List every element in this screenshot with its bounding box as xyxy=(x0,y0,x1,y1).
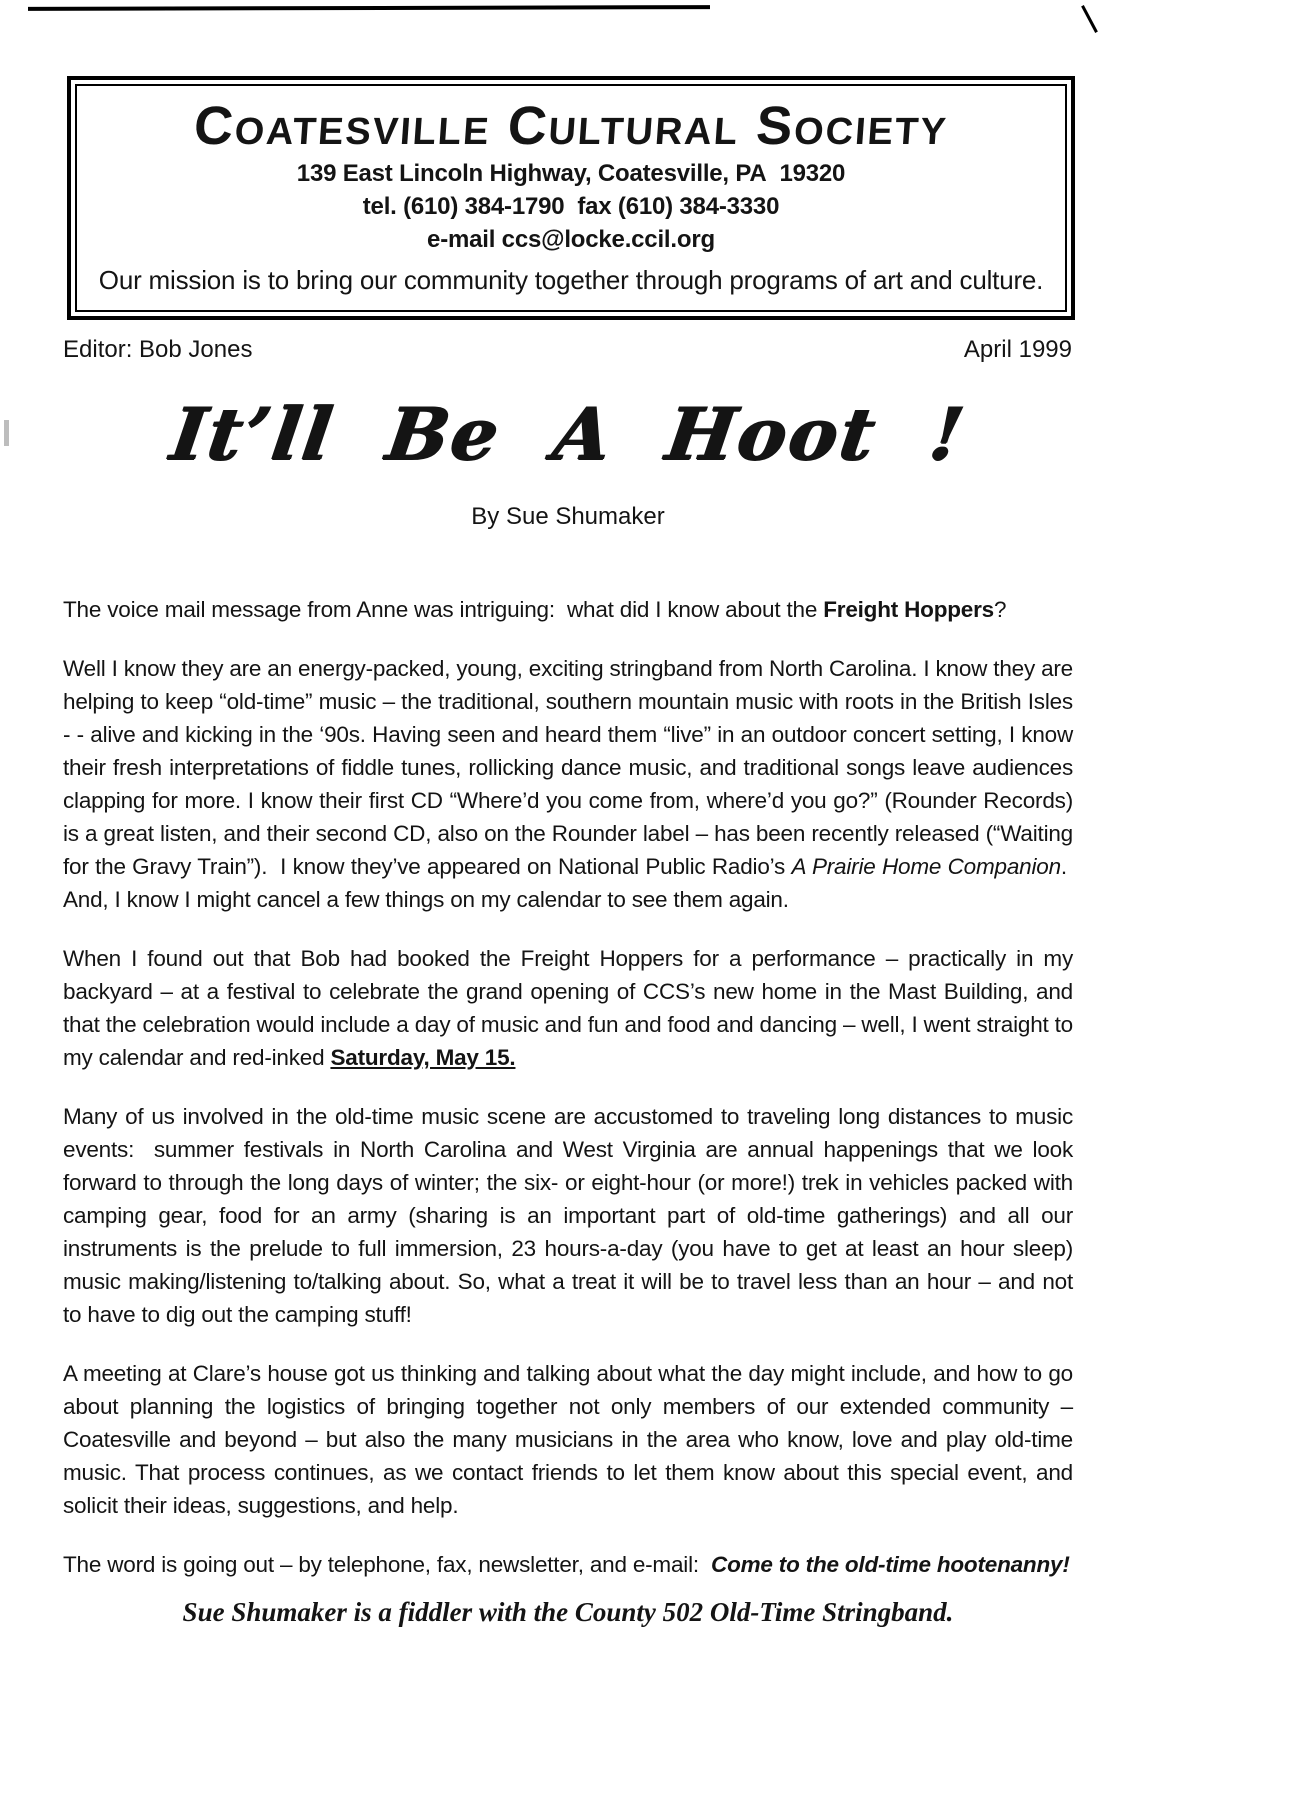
article-paragraph: Many of us involved in the old-time music scene are accustomed to traveling long distances to music events: summer festivals in North Carolina and West Virginia are annual happenings that we look forward to through the long days of winter; the six- or eight-hour (or more!) trek in vehicles packed with camping gear, food for an army (sharing is an important part of old-time gatherings) and all our instruments is the prelude to full immersion, 23 hours-a-day (you have to get at least an hour sleep) music making/listening to/talking about. So, what a treat it will be to travel less than an hour – and not to have to dig out the camping stuff! xyxy=(63,1103,1073,1327)
organization-phone-fax: tel. (610) 384-1790 fax (610) 384-3330 xyxy=(362,192,780,220)
article-paragraph: The voice mail message from Anne was intriguing: what did I know about the Freight Hoppers? xyxy=(63,596,1007,622)
author-credit: Sue Shumaker is a fiddler with the County 502 Old-Time Stringband. xyxy=(182,1596,954,1627)
organization-address: 139 East Lincoln Highway, Coatesville, PA 19320 xyxy=(296,159,846,187)
editor-name: Editor: Bob Jones xyxy=(63,335,253,363)
article-paragraph: A meeting at Clare’s house got us thinking and talking about what the day might include, and how to go about planning the logistics of bringing together not only members of our extended community – Coatesville and beyond – but also the many musicians in the area who know, love and play old-time music. That process continues, as we contact friends to let them know about this special event, and solicit their ideas, suggestions, and help. xyxy=(63,1360,1073,1518)
masthead-box xyxy=(67,76,1075,320)
scan-artifact-speck xyxy=(4,420,9,446)
issue-date: April 1999 xyxy=(963,335,1072,363)
article-byline: By Sue Shumaker xyxy=(471,502,665,530)
organization-name: Coatesville Cultural Society xyxy=(192,96,951,156)
article-paragraph: Well I know they are an energy-packed, young, exciting stringband from North Carolina. I know they are helping to keep “old-time” music – the traditional, southern mountain music with roots in the British Isles - - alive and kicking in the ‘90s. Having seen and heard them “live” in an outdoor concert setting, I know their fresh interpretations of fiddle tunes, rollicking dance music, and traditional songs leave audiences clapping for more. I know their first CD “Where’d you come from, where’d you go?” (Rounder Records) is a great listen, and their second CD, also on the Rounder label – has been recently released (“Waiting for the Gravy Train”). I know they’ve appeared on National Public Radio’s A Prairie Home Companion. And, I know I might cancel a few things on my calendar to see them again. xyxy=(63,655,1074,912)
article-paragraph: When I found out that Bob had booked the Freight Hoppers for a performance – practically in my backyard – at a festival to celebrate the grand opening of CCS’s new home in the Mast Building, and that the celebration would include a day of music and fun and food and dancing – well, I went straight to my calendar and red-inked Saturday, May 15. xyxy=(63,945,1073,1070)
article-title: It’ll Be A Hoot ! xyxy=(165,390,971,476)
masthead-inner-frame xyxy=(75,84,1067,312)
article-body xyxy=(63,593,1073,1581)
scan-artifact-top-line xyxy=(28,5,710,11)
organization-email: e-mail ccs@locke.ccil.org xyxy=(427,225,715,253)
mission-statement: Our mission is to bring our community together through programs of art and culture. xyxy=(98,264,1044,295)
scan-artifact-corner-mark xyxy=(1081,5,1098,33)
article-paragraph: The word is going out – by telephone, fax, newsletter, and e-mail: Come to the old-time hootenanny! xyxy=(63,1551,1070,1577)
issue-meta-row xyxy=(63,336,1072,364)
